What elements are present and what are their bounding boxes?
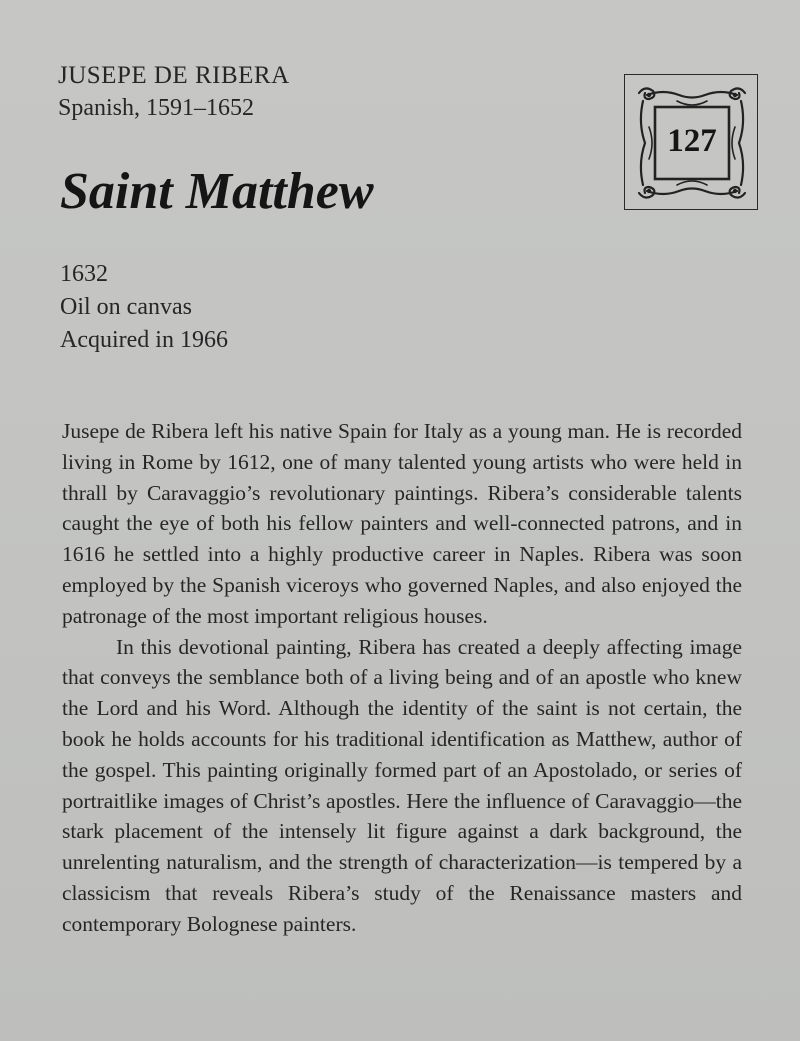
artwork-title: Saint Matthew [60, 163, 374, 220]
label-number: 127 [667, 123, 717, 159]
artwork-medium: Oil on canvas [60, 294, 192, 320]
label-number-badge [624, 74, 758, 210]
artwork-description [62, 416, 742, 940]
artist-info [58, 60, 290, 124]
artist-name: JUSEPE DE RIBERA [58, 62, 290, 89]
artist-nationality-dates: Spanish, 1591–1652 [58, 95, 255, 121]
description-paragraph-1: Jusepe de Ribera left his native Spain for Italy as a young man. He is recorded living in Rome by 1612, one of many talented young artists who were held in thrall by Caravaggio’s revolutionary paintings. Ribera’s considerable talents caught the eye of both his fellow painters and well-connected patrons, and in 1616 he settled into a highly productive career in Naples. Ribera was soon employed by the Spanish viceroys who governed Naples, and also enjoyed the patronage of the most important religious houses. [62, 419, 742, 628]
artwork-details [60, 258, 228, 357]
artwork-date: 1632 [60, 261, 108, 287]
artwork-acquisition: Acquired in 1966 [60, 327, 228, 353]
description-paragraph-2: In this devotional painting, Ribera has created a deeply affecting image that conveys the semblance both of a living being and of an apostle who knew the Lord and his Word. Although the identity of the saint is not certain, the book he holds accounts for his traditional identification as Matthew, author of the gospel. This painting originally formed part of an Apostolado, or series of portraitlike images of Christ’s apostles. Here the influence of Caravaggio—the stark placement of the intensely lit figure against a dark background, the unrelenting naturalism, and the strength of characterization—is tempered by a classicism that reveals Ribera’s study of the Renaissance masters and contemporary Bolognese painters. [62, 634, 742, 936]
